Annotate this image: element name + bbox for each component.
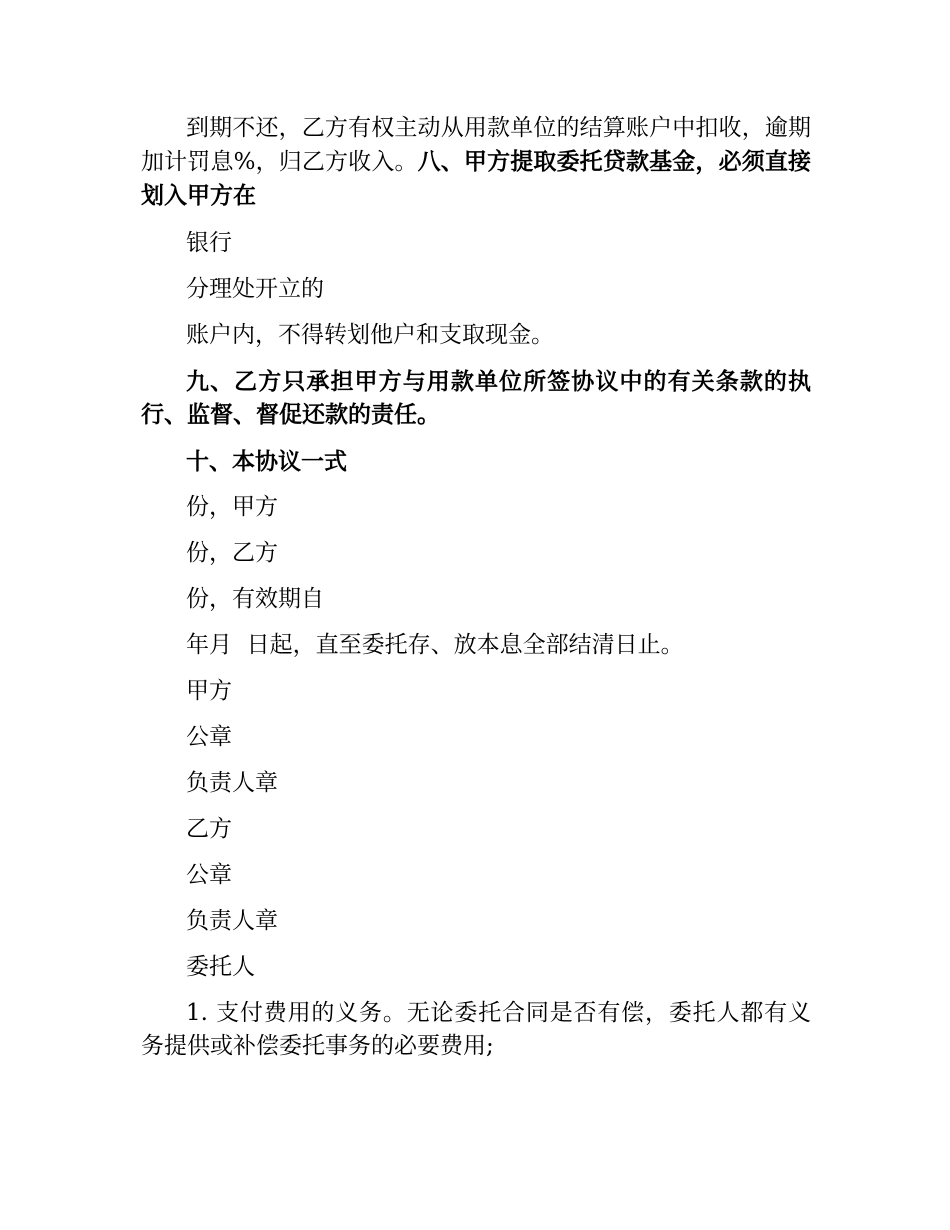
- branch-line: 分理处开立的: [186, 276, 324, 302]
- signature-party-b: 乙方: [186, 816, 232, 842]
- clause-nine: 九、乙方只承担甲方与用款单位所签协议中的有关条款的执行、监督、督促还款的责任。: [141, 368, 811, 428]
- signature-party-a: 甲方: [186, 678, 232, 704]
- bank-line: 银行: [186, 230, 232, 256]
- copies-validity: 份，有效期自: [186, 586, 324, 612]
- clause-ten: 十、本协议一式: [186, 448, 347, 475]
- signature-principal: 委托人: [186, 954, 255, 980]
- validity-period: 年月 日起，直至委托存、放本息全部结清日止。: [186, 632, 684, 658]
- overdue-text: 到期不还，乙方有权主动从用款单位的结算账户中扣收，逾期加计罚息%，归乙方收入。: [141, 115, 811, 175]
- copies-party-b: 份，乙方: [186, 540, 278, 566]
- signature-seal-a: 公章: [186, 724, 232, 750]
- paragraph-expense-obligation: 1. 支付费用的义务。无论委托合同是否有偿，委托人都有义务提供或补偿委托事务的必要费用;: [141, 1000, 811, 1059]
- clause-eight-heading: 八、甲方提取委托贷款基金，必须直接划入甲方在: [141, 148, 812, 209]
- signature-person-seal-a: 负责人章: [186, 770, 278, 796]
- signature-seal-b: 公章: [186, 862, 232, 888]
- copies-party-a: 份，甲方: [186, 494, 278, 520]
- signature-person-seal-b: 负责人章: [186, 908, 278, 934]
- account-line: 账户内，不得转划他户和支取现金。: [186, 322, 554, 348]
- document-page: [141, 112, 811, 1077]
- paragraph-overdue-clause: [141, 112, 811, 213]
